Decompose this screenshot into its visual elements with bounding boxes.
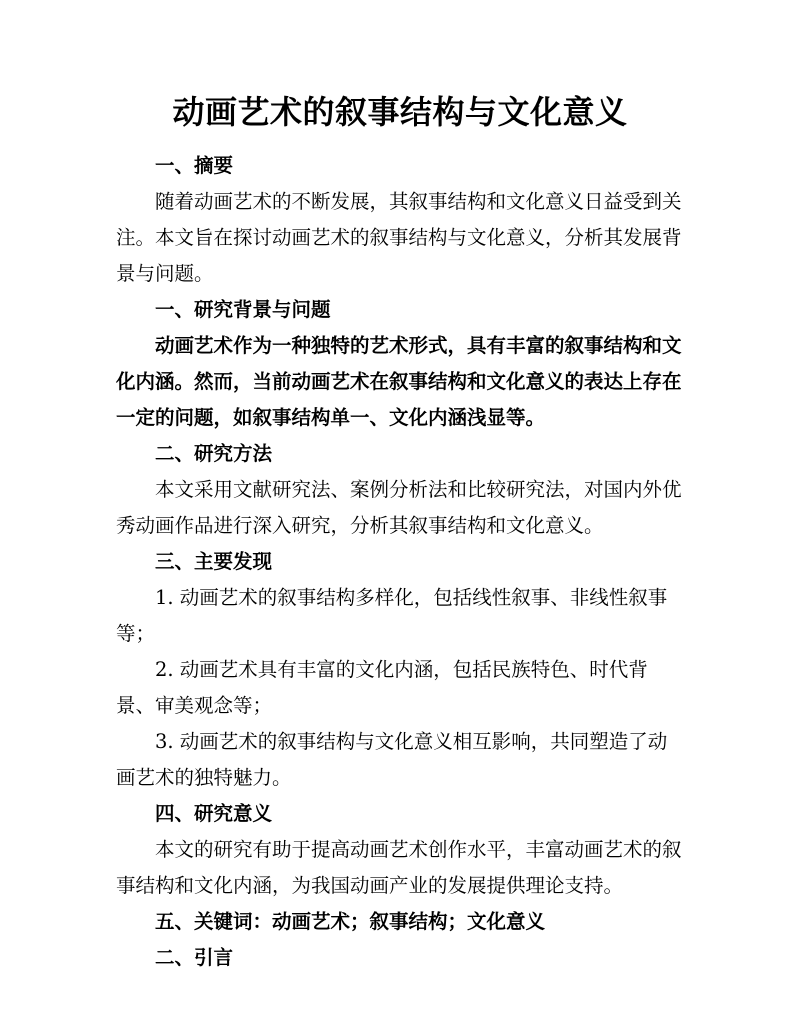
paragraph-significance: 本文的研究有助于提高动画艺术创作水平，丰富动画艺术的叙事结构和文化内涵，为我国动画产业的发展提供理论支持。 (116, 838, 682, 897)
finding-item-2: 2. 动画艺术具有丰富的文化内涵，包括民族特色、时代背景、审美观念等； (116, 658, 648, 717)
heading-background: 一、研究背景与问题 (155, 298, 331, 321)
paragraph-background: 动画艺术作为一种独特的艺术形式，具有丰富的叙事结构和文化内涵。然而，当前动画艺术在叙事结构和文化意义的表达上存在一定的问题，如叙事结构单一、文化内涵浅显等。 (116, 334, 682, 429)
heading-abstract: 一、摘要 (155, 154, 234, 177)
heading-findings: 三、主要发现 (155, 550, 273, 573)
finding-item-3: 3. 动画艺术的叙事结构与文化意义相互影响，共同塑造了动画艺术的独特魅力。 (116, 730, 668, 789)
paragraph-methods: 本文采用文献研究法、案例分析法和比较研究法，对国内外优秀动画作品进行深入研究，分析其叙事结构和文化意义。 (116, 478, 682, 537)
heading-keywords: 五、关键词：动画艺术；叙事结构；文化意义 (155, 910, 546, 933)
document-title: 动画艺术的叙事结构与文化意义 (172, 93, 628, 131)
heading-introduction: 二、引言 (155, 946, 234, 969)
heading-significance: 四、研究意义 (155, 802, 273, 825)
paragraph-abstract: 随着动画艺术的不断发展，其叙事结构和文化意义日益受到关注。本文旨在探讨动画艺术的叙事结构与文化意义，分析其发展背景与问题。 (116, 190, 682, 285)
document-body (116, 148, 686, 976)
finding-item-1: 1. 动画艺术的叙事结构多样化，包括线性叙事、非线性叙事等； (116, 586, 668, 645)
heading-methods: 二、研究方法 (155, 442, 273, 465)
